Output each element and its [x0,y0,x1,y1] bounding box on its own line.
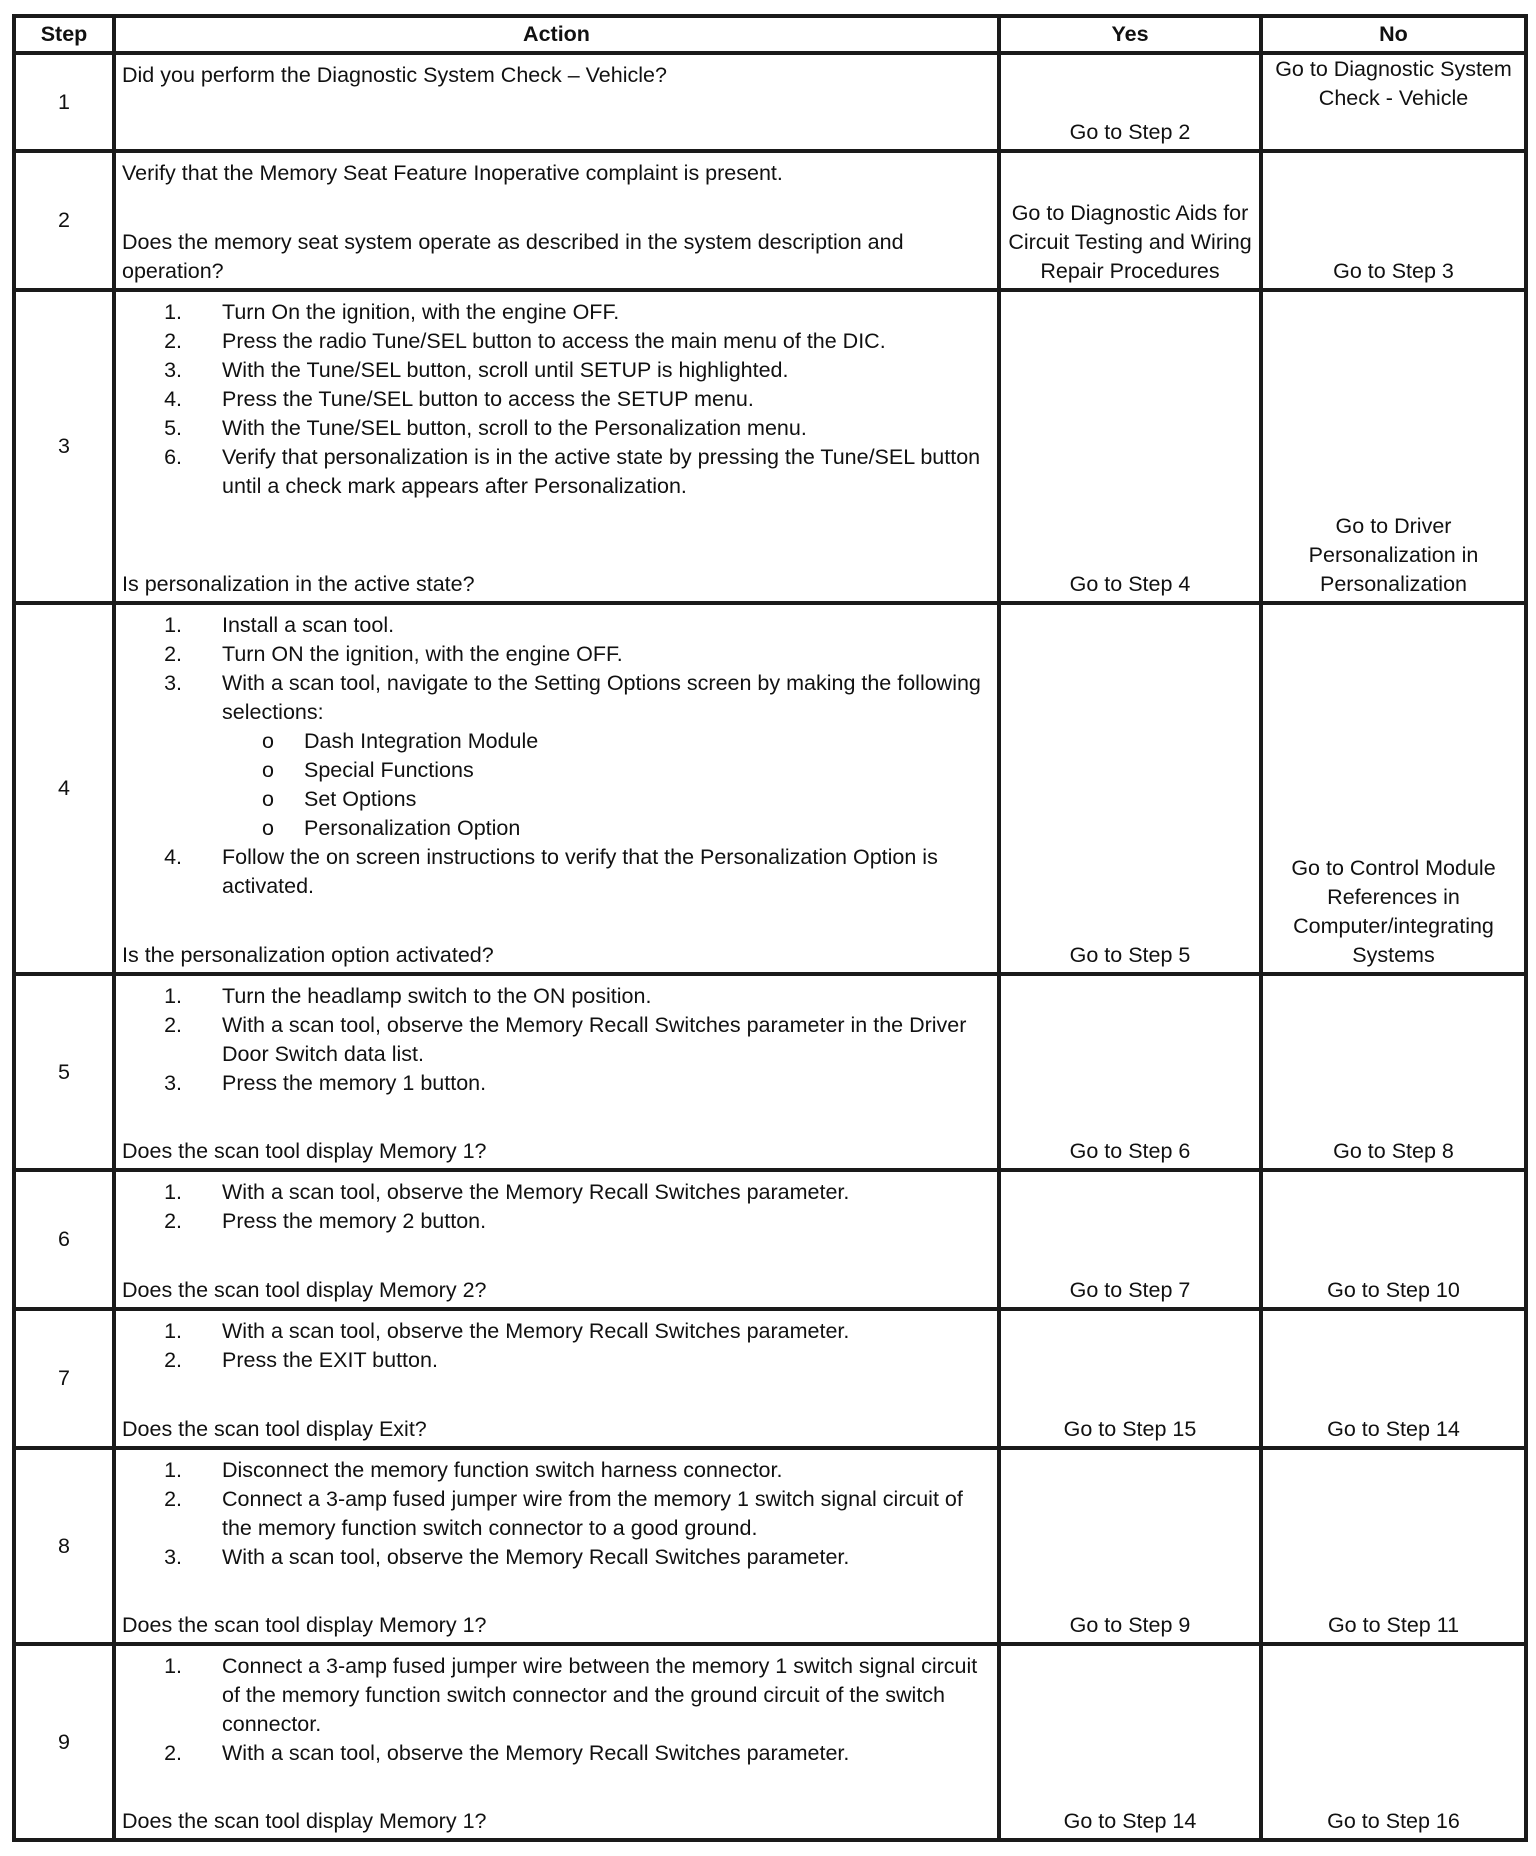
procedure-list [122,1178,989,1236]
yes-cell [999,1170,1261,1309]
action-question: Does the scan tool display Memory 1? [122,1809,487,1833]
no-cell [1261,603,1526,974]
yes-cell [999,290,1261,603]
action-cell [114,974,999,1170]
yes-text: Go to Step 6 [1069,1139,1191,1163]
list-item: 2. With a scan tool, observe the Memory Recall Switches parameter in the Driver Door Switch data list. [164,1013,967,1066]
header-row [14,16,1526,53]
action-cell [114,151,999,290]
list-item: 1. With a scan tool, observe the Memory Recall Switches parameter. [164,1319,850,1343]
table-row [14,290,1526,603]
step-number: 1 [14,53,114,151]
step-number: 2 [14,151,114,290]
yes-cell [999,603,1261,974]
no-text: Go to Diagnostic System Check - Vehicle [1275,57,1512,110]
table-row [14,974,1526,1170]
no-cell [1261,1448,1526,1644]
yes-text: Go to Step 15 [1063,1417,1197,1441]
list-item: 2. With a scan tool, observe the Memory Recall Switches parameter. [164,1741,850,1765]
yes-cell [999,974,1261,1170]
table-row [14,53,1526,151]
list-item: 5. With the Tune/SEL button, scroll to the Personalization menu. [164,416,807,440]
step-number: 8 [14,1448,114,1644]
list-item: 1. Connect a 3-amp fused jumper wire between the memory 1 switch signal circuit of the memory function switch connector and the ground circuit of the switch connector. [164,1654,978,1736]
yes-cell [999,53,1261,151]
no-text: Go to Step 8 [1333,1139,1454,1163]
action-cell [114,53,999,151]
step-number: 3 [14,290,114,603]
action-cell [114,290,999,603]
step-number: 5 [14,974,114,1170]
action-question: Does the scan tool display Exit? [122,1417,427,1441]
no-text: Go to Driver Personalization in Personalization [1308,514,1479,596]
header-step: Step [14,16,114,53]
list-item: 2. Turn ON the ignition, with the engine OFF. [164,642,623,666]
procedure-list [122,1456,989,1572]
no-text: Go to Step 14 [1327,1417,1460,1441]
step-number: 9 [14,1644,114,1840]
step-number: 6 [14,1170,114,1309]
header-yes: Yes [999,16,1261,53]
yes-cell [999,1448,1261,1644]
list-item: 3. With the Tune/SEL button, scroll until SETUP is highlighted. [164,358,789,382]
list-item: 2. Press the radio Tune/SEL button to access the main menu of the DIC. [164,329,886,353]
procedure-list [122,611,989,901]
step-number: 7 [14,1309,114,1448]
list-item: 1. Disconnect the memory function switch harness connector. [164,1458,783,1482]
list-item: 2. Press the memory 2 button. [164,1209,487,1233]
action-text: Did you perform the Diagnostic System Check – Vehicle? [122,63,667,87]
sub-list-item: o Personalization Option [262,816,521,840]
no-cell [1261,1644,1526,1840]
action-question: Does the scan tool display Memory 2? [122,1278,487,1302]
action-question: Does the memory seat system operate as described in the system description and operation? [122,230,904,283]
action-question: Is the personalization option activated? [122,943,494,967]
no-cell [1261,53,1526,151]
step-number: 4 [14,603,114,974]
no-text: Go to Step 11 [1327,1613,1460,1637]
yes-cell [999,1644,1261,1840]
list-item: 2. Press the EXIT button. [164,1348,438,1372]
action-question: Does the scan tool display Memory 1? [122,1613,487,1637]
action-question: Is personalization in the active state? [122,572,475,596]
table-row [14,1170,1526,1309]
list-item: 2. Connect a 3-amp fused jumper wire from the memory 1 switch signal circuit of the memory function switch connector to a good ground. [164,1487,963,1540]
yes-cell [999,1309,1261,1448]
no-text: Go to Control Module References in Computer/integrating Systems [1291,856,1496,967]
procedure-list [122,1317,989,1375]
header-no: No [1261,16,1526,53]
no-cell [1261,290,1526,603]
procedure-list [122,1652,989,1768]
yes-cell [999,151,1261,290]
yes-text: Go to Diagnostic Aids for Circuit Testing and Wiring Repair Procedures [1008,201,1252,283]
yes-text: Go to Step 14 [1063,1809,1197,1833]
sub-list-wrapper [122,727,989,843]
no-text: Go to Step 16 [1327,1809,1460,1833]
table-row [14,603,1526,974]
list-item: 4. Press the Tune/SEL button to access the SETUP menu. [164,387,754,411]
action-cell [114,1448,999,1644]
header-action: Action [114,16,999,53]
list-item: 1. Turn the headlamp switch to the ON position. [164,984,652,1008]
action-cell [114,1644,999,1840]
list-item: 6. Verify that personalization is in the active state by pressing the Tune/SEL button until a check mark appears after Personalization. [164,445,981,498]
yes-text: Go to Step 9 [1069,1613,1191,1637]
diagnostic-table [12,14,1528,1842]
action-cell [114,603,999,974]
no-cell [1261,1309,1526,1448]
no-text: Go to Step 10 [1327,1278,1460,1302]
list-item: 1. With a scan tool, observe the Memory Recall Switches parameter. [164,1180,850,1204]
no-cell [1261,151,1526,290]
action-question: Does the scan tool display Memory 1? [122,1139,487,1163]
table-row [14,151,1526,290]
sub-list-item: o Set Options [262,787,417,811]
no-text: Go to Step 3 [1333,259,1454,283]
list-item: 1. Turn On the ignition, with the engine OFF. [164,300,620,324]
procedure-list [122,298,989,501]
action-cell [114,1309,999,1448]
list-item: 3. Press the memory 1 button. [164,1071,487,1095]
list-item: 3. With a scan tool, navigate to the Setting Options screen by making the following selections: [164,671,981,724]
list-item: 4. Follow the on screen instructions to verify that the Personalization Option is activated. [164,845,938,898]
list-item: 1. Install a scan tool. [164,613,395,637]
yes-text: Go to Step 5 [1069,943,1191,967]
yes-text: Go to Step 2 [1069,120,1191,144]
action-text: Verify that the Memory Seat Feature Inoperative complaint is present. [122,161,783,185]
action-cell [114,1170,999,1309]
no-cell [1261,1170,1526,1309]
sub-list-item: o Special Functions [262,758,474,782]
procedure-list [122,982,989,1098]
table-row [14,1448,1526,1644]
sub-list-item: o Dash Integration Module [262,729,539,753]
sub-list [122,727,989,843]
no-cell [1261,974,1526,1170]
yes-text: Go to Step 4 [1069,572,1191,596]
table-row [14,1309,1526,1448]
table-row [14,1644,1526,1840]
list-item: 3. With a scan tool, observe the Memory Recall Switches parameter. [164,1545,850,1569]
yes-text: Go to Step 7 [1069,1278,1191,1302]
